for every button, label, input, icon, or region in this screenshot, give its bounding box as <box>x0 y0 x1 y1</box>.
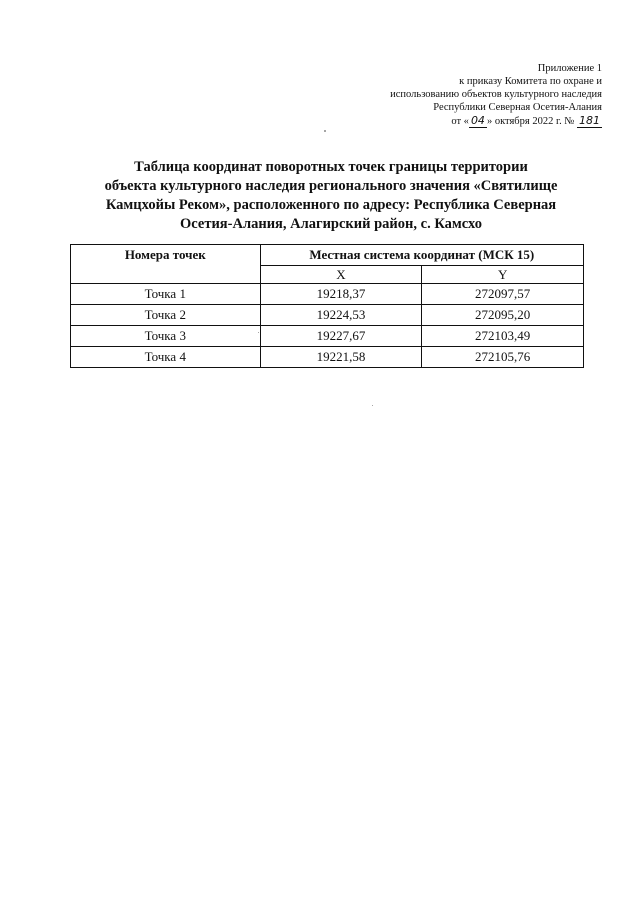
table-row <box>71 305 584 326</box>
appendix-title: Приложение 1 <box>537 63 602 74</box>
title-line-3: Камцхойы Реком», расположенного по адресу: Республика Северная <box>105 197 557 213</box>
date-prefix: от « <box>451 116 469 127</box>
order-number-handwritten: 181 <box>579 114 600 127</box>
header-x: X <box>260 266 422 284</box>
header-coordinate-system: Местная система координат (МСК 15) <box>260 245 583 266</box>
title-line-1: Таблица координат поворотных точек границы территории <box>134 159 528 175</box>
appendix-committee-line: использованию объектов культурного наследия <box>390 89 602 100</box>
cell-x: 19227,67 <box>260 326 422 347</box>
cell-x: 19221,58 <box>260 347 422 368</box>
scan-speck <box>258 332 259 333</box>
appendix-header <box>282 62 602 128</box>
scan-speck <box>324 130 326 132</box>
coordinates-table <box>70 244 584 368</box>
appendix-date-line <box>282 114 602 128</box>
document-title <box>70 158 592 234</box>
date-day-handwritten: 04 <box>470 114 485 127</box>
cell-x: 19224,53 <box>260 305 422 326</box>
table-row <box>71 326 584 347</box>
cell-point: Точка 2 <box>71 305 261 326</box>
title-line-4: Осетия-Алания, Алагирский район, с. Камсхо <box>180 216 482 232</box>
cell-y: 272103,49 <box>422 326 584 347</box>
cell-y: 272095,20 <box>422 305 584 326</box>
title-line-2: объекта культурного наследия регионального значения «Святилище <box>104 178 558 194</box>
table-row <box>71 347 584 368</box>
cell-point: Точка 3 <box>71 326 261 347</box>
appendix-republic-line: Республики Северная Осетия-Алания <box>433 102 602 113</box>
table-row <box>71 284 584 305</box>
appendix-order-line: к приказу Комитета по охране и <box>459 76 602 87</box>
date-suffix: » октября 2022 г. № <box>486 116 575 127</box>
cell-x: 19218,37 <box>260 284 422 305</box>
cell-point: Точка 1 <box>71 284 261 305</box>
header-point-numbers: Номера точек <box>71 245 261 284</box>
table-header-row <box>71 245 584 266</box>
cell-y: 272097,57 <box>422 284 584 305</box>
header-y: Y <box>422 266 584 284</box>
cell-y: 272105,76 <box>422 347 584 368</box>
cell-point: Точка 4 <box>71 347 261 368</box>
scan-speck <box>372 405 373 406</box>
